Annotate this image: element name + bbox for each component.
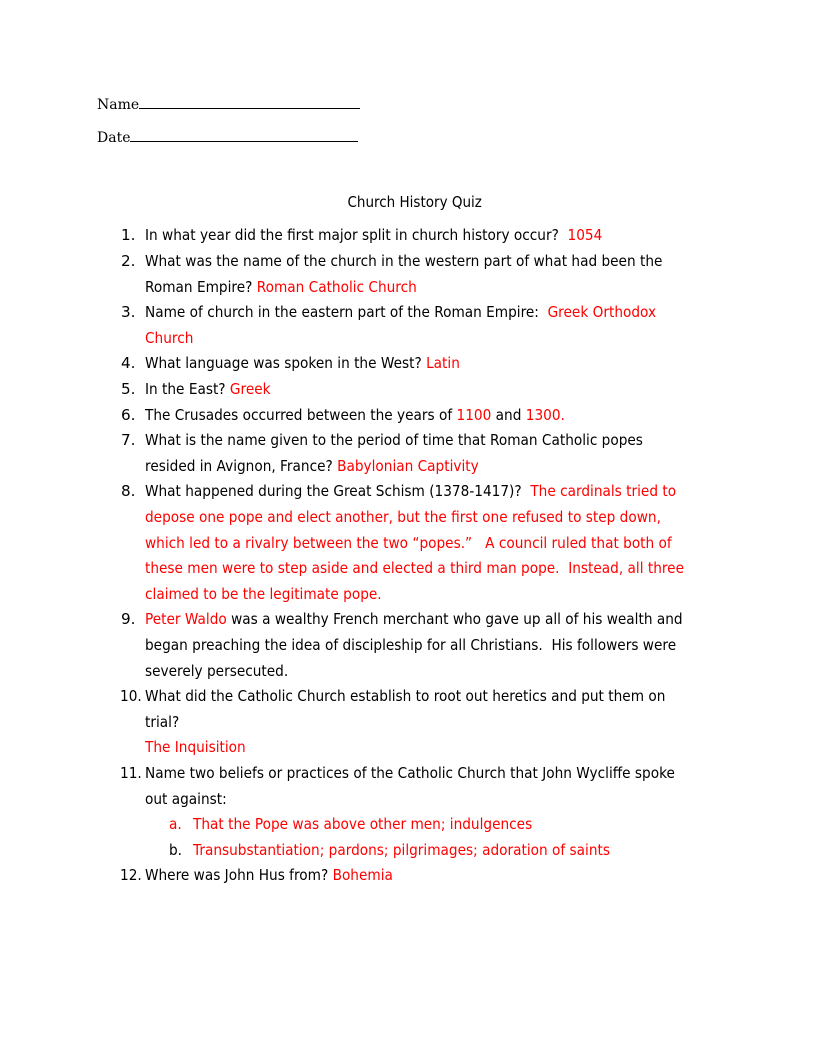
question-prompt: trial? bbox=[145, 713, 180, 731]
question-prompt: was a wealthy French merchant who gave up all of his wealth and bbox=[231, 610, 683, 628]
answer: 1100 bbox=[456, 406, 492, 424]
answer: Greek Orthodox bbox=[547, 303, 657, 321]
question-text bbox=[145, 380, 285, 398]
answer: which led to a rivalry between the two “popes.” A council ruled that both of bbox=[145, 534, 672, 552]
answer: Transubstantiation; pardons; pilgrimages; adoration of saints bbox=[193, 841, 610, 859]
question-prompt: The Crusades occurred between the years of bbox=[145, 406, 453, 424]
question-number bbox=[120, 866, 144, 884]
question-text bbox=[145, 226, 653, 244]
question-number: 8. bbox=[121, 482, 136, 500]
question-number-text: 11. bbox=[120, 764, 142, 782]
name-label: Name bbox=[97, 97, 140, 113]
question-text bbox=[145, 764, 734, 782]
question-prompt: What was the name of the church in the western part of what had been the bbox=[145, 252, 663, 270]
question-prompt: What language was spoken in the West? bbox=[145, 354, 422, 372]
question-number: 6. bbox=[121, 406, 136, 424]
question-text-continued bbox=[145, 713, 183, 731]
question-prompt: and bbox=[495, 406, 522, 424]
question-prompt: Where was John Hus from? bbox=[145, 866, 329, 884]
question-number-text: 12. bbox=[120, 866, 142, 884]
answer: Latin bbox=[426, 354, 460, 372]
question-number: 1. bbox=[121, 226, 136, 244]
date-field[interactable] bbox=[97, 129, 358, 146]
answer: 1054 bbox=[567, 226, 603, 244]
question-text-continued bbox=[145, 457, 516, 475]
answer: Babylonian Captivity bbox=[337, 457, 479, 475]
question-text-continued bbox=[145, 790, 236, 808]
answer-continued bbox=[145, 534, 730, 552]
question-number: 9. bbox=[121, 610, 136, 628]
answer-continued bbox=[145, 329, 199, 347]
question-text bbox=[145, 610, 742, 628]
answer-continued bbox=[145, 508, 718, 526]
question-prompt: In what year did the first major split in church history occur? bbox=[145, 226, 559, 244]
answer: Peter Waldo bbox=[145, 610, 227, 628]
question-text-continued bbox=[145, 278, 447, 296]
question-number: 7. bbox=[121, 431, 136, 449]
question-text-continued bbox=[145, 636, 735, 654]
question-number: 4. bbox=[121, 354, 136, 372]
question-number: 2. bbox=[121, 252, 136, 270]
answer: The Inquisition bbox=[145, 738, 246, 756]
name-field[interactable] bbox=[97, 96, 360, 113]
question-prompt: began preaching the idea of discipleship for all Christians. His followers were bbox=[145, 636, 677, 654]
question-number bbox=[120, 764, 144, 782]
date-blank-line[interactable] bbox=[130, 129, 358, 142]
page-title-text: Church History Quiz bbox=[347, 193, 483, 211]
answer: 1300. bbox=[525, 406, 565, 424]
question-prompt: What is the name given to the period of time that Roman Catholic popes bbox=[145, 431, 643, 449]
question-text bbox=[145, 303, 713, 321]
question-prompt: out against: bbox=[145, 790, 227, 808]
question-prompt: resided in Avignon, France? bbox=[145, 457, 333, 475]
answer: Roman Catholic Church bbox=[256, 278, 417, 296]
question-prompt: Name of church in the eastern part of the Roman Empire: bbox=[145, 303, 539, 321]
question-number: 5. bbox=[121, 380, 136, 398]
sub-answer-letter bbox=[169, 841, 183, 859]
question-prompt: Roman Empire? bbox=[145, 278, 253, 296]
answer: The cardinals tried to bbox=[530, 482, 677, 500]
answer-continued bbox=[145, 585, 408, 603]
question-prompt: What did the Catholic Church establish to root out heretics and put them on bbox=[145, 687, 666, 705]
question-text bbox=[145, 687, 723, 705]
sub-answer-text bbox=[193, 815, 570, 833]
question-text bbox=[145, 354, 495, 372]
sub-answer-letter bbox=[169, 815, 183, 833]
sub-answer-letter-text: b. bbox=[169, 841, 183, 859]
answer-continued bbox=[145, 559, 744, 577]
page-title bbox=[0, 193, 817, 211]
sub-answer-text bbox=[193, 841, 656, 859]
answer: depose one pope and elect another, but the first one refused to step down, bbox=[145, 508, 661, 526]
question-number bbox=[120, 687, 144, 705]
question-text bbox=[145, 866, 420, 884]
answer: these men were to step aside and elected a third man pope. Instead, all three bbox=[145, 559, 685, 577]
answer: That the Pope was above other men; indulgences bbox=[193, 815, 533, 833]
answer: claimed to be the legitimate pope. bbox=[145, 585, 382, 603]
question-prompt: In the East? bbox=[145, 380, 226, 398]
answer-line bbox=[145, 738, 257, 756]
question-text bbox=[145, 482, 735, 500]
answer: Bohemia bbox=[332, 866, 393, 884]
question-text bbox=[145, 252, 720, 270]
question-text-continued bbox=[145, 662, 304, 680]
question-text bbox=[145, 431, 698, 449]
question-number-text: 10. bbox=[120, 687, 142, 705]
question-prompt: What happened during the Great Schism (1378-1417)? bbox=[145, 482, 522, 500]
name-blank-line[interactable] bbox=[139, 96, 360, 109]
date-label: Date bbox=[97, 130, 131, 146]
answer: Greek bbox=[229, 380, 271, 398]
question-number: 3. bbox=[121, 303, 136, 321]
answer: Church bbox=[145, 329, 194, 347]
sub-answer-letter-text: a. bbox=[169, 815, 182, 833]
question-text bbox=[145, 406, 612, 424]
question-prompt: severely persecuted. bbox=[145, 662, 289, 680]
question-prompt: Name two beliefs or practices of the Catholic Church that John Wycliffe spoke bbox=[145, 764, 675, 782]
